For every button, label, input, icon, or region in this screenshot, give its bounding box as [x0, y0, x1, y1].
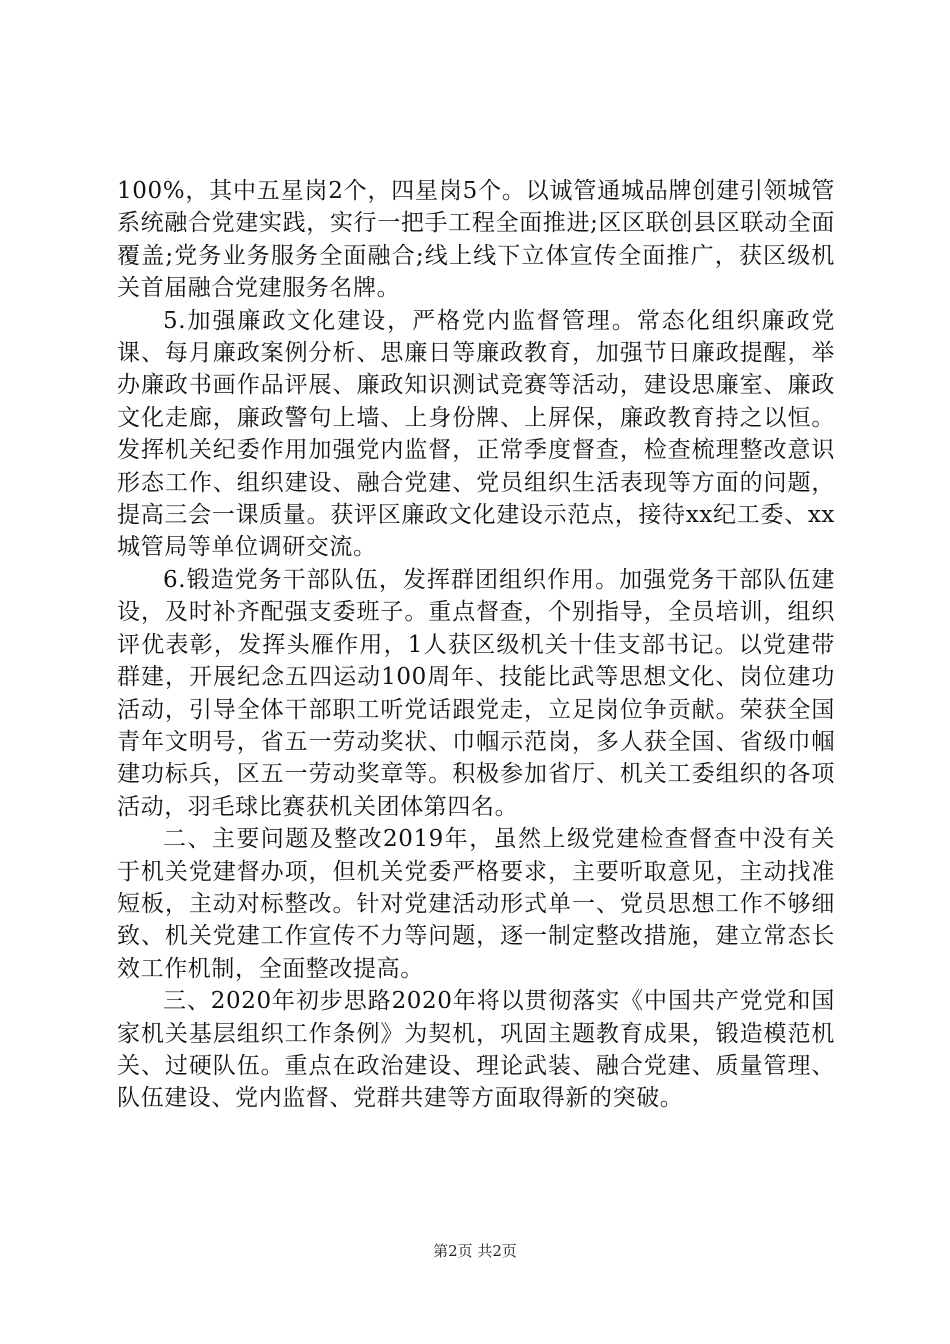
document-body: [117, 175, 835, 1115]
paragraph-item-6: 6.锻造党务干部队伍，发挥群团组织作用。加强党务干部队伍建设，及时补齐配强支委班子。重点督查，个别指导，全员培训，组织评优表彰，发挥头雁作用，1人获区级机关十佳支部书记。以党建带群建，开展纪念五四运动100周年、技能比武等思想文化、岗位建功活动，引导全体干部职工听党话跟党走，立足岗位争贡献。荣获全国青年文明号，省五一劳动奖状、巾帼示范岗，多人获全国、省级巾帼建功标兵，区五一劳动奖章等。积极参加省厅、机关工委组织的各项活动，羽毛球比赛获机关团体第四名。: [117, 566, 835, 820]
page-number-label: 第2页 共2页: [433, 1242, 517, 1260]
paragraph-continuation: 100%，其中五星岗2个，四星岗5个。以诚管通城品牌创建引领城管系统融合党建实践，实行一把手工程全面推进;区区联创县区联动全面覆盖;党务业务服务全面融合;线上线下立体宣传全面推广，获区级机关首届融合党建服务名牌。: [117, 178, 835, 302]
paragraph-section-2: 二、主要问题及整改2019年，虽然上级党建检查督查中没有关于机关党建督办项，但机关党委严格要求，主要听取意见，主动找准短板，主动对标整改。针对党建活动形式单一、党员思想工作不够细致、机关党建工作宣传不力等问题，逐一制定整改措施，建立常态长效工作机制，全面整改提高。: [117, 826, 835, 982]
page-footer: [0, 1241, 950, 1261]
paragraph-item-5: 5.加强廉政文化建设，严格党内监督管理。常态化组织廉政党课、每月廉政案例分析、思廉日等廉政教育，加强节日廉政提醒，举办廉政书画作品评展、廉政知识测试竞赛等活动，建设思廉室、廉政文化走廊，廉政警句上墙、上身份牌、上屏保，廉政教育持之以恒。发挥机关纪委作用加强党内监督，正常季度督查，检查梳理整改意识形态工作、组织建设、融合党建、党员组织生活表现等方面的问题，提高三会一课质量。获评区廉政文化建设示范点，接待xx纪工委、xx城管局等单位调研交流。: [117, 307, 835, 561]
paragraph-section-3: 三、2020年初步思路2020年将以贯彻落实《中国共产党党和国家机关基层组织工作条例》为契机，巩固主题教育成果，锻造模范机关、过硬队伍。重点在政治建设、理论武装、融合党建、质量管理、队伍建设、党内监督、党群共建等方面取得新的突破。: [117, 988, 835, 1112]
